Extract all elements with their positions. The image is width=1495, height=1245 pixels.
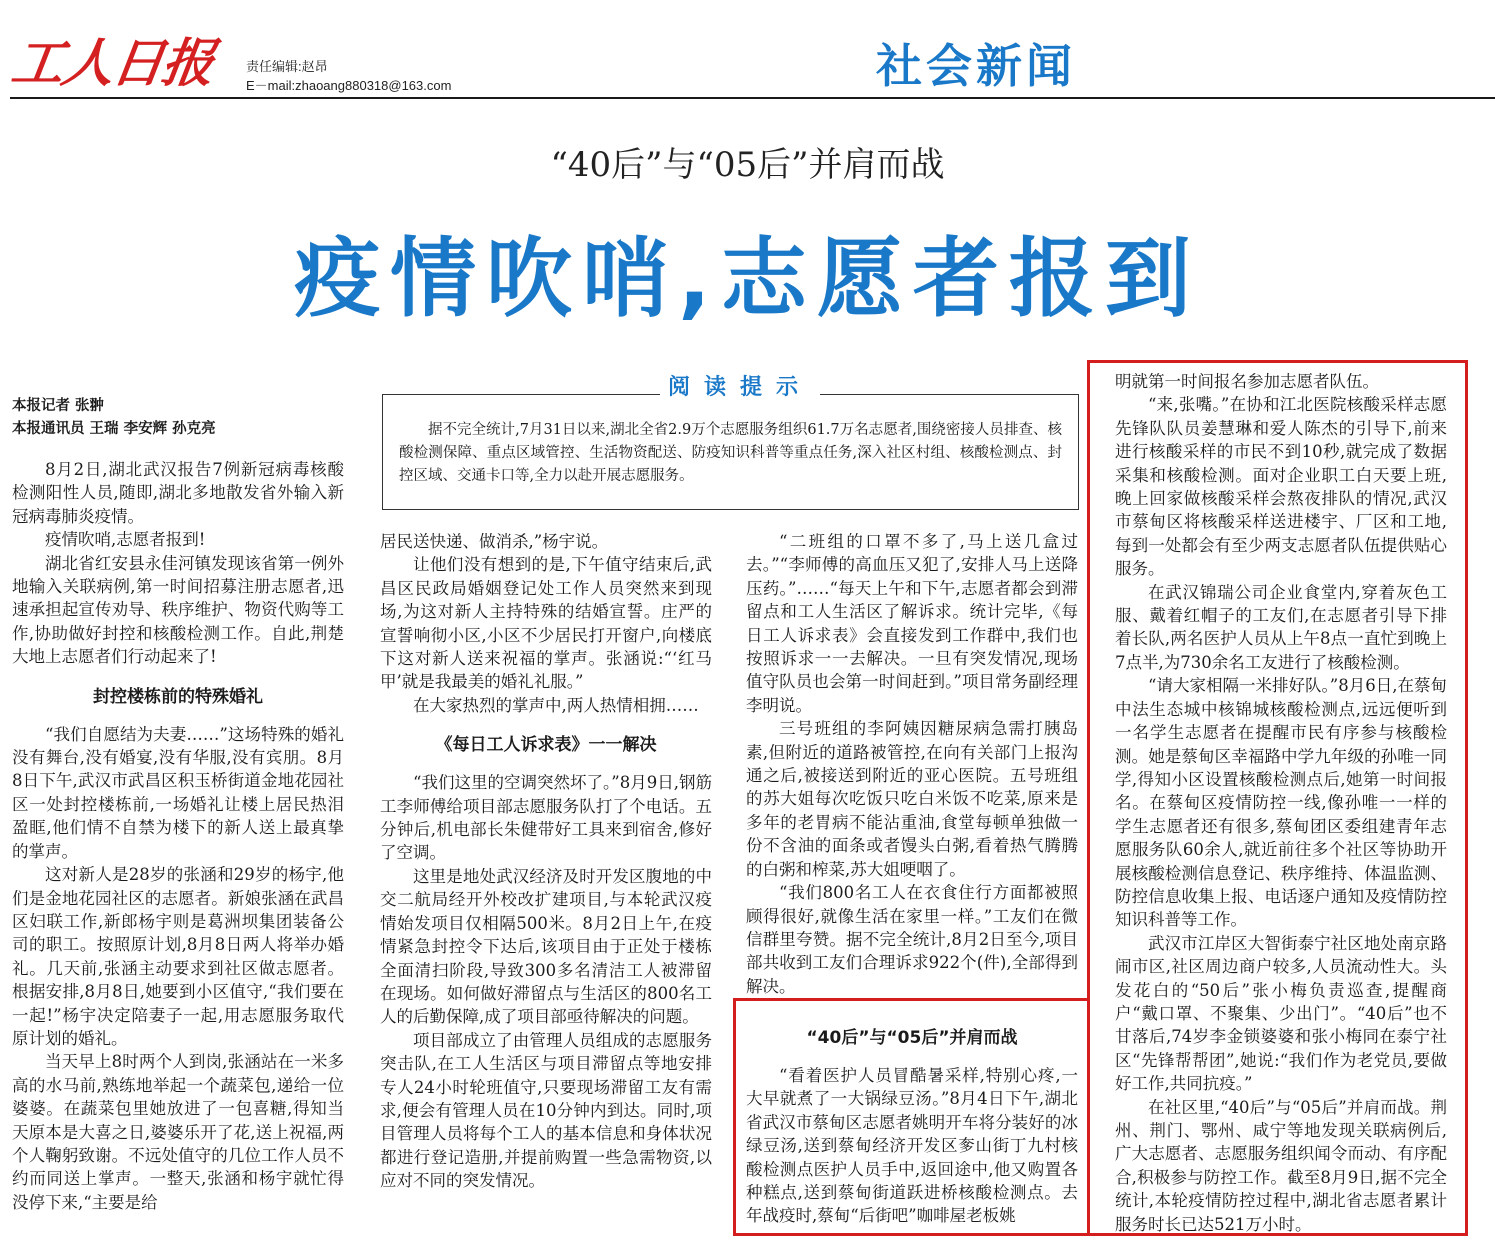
paragraph: 在武汉锦瑞公司企业食堂内,穿着灰色工服、戴着红帽子的工友们,在志愿者引导下排着长队,两名医护人员从上午8点一直忙到晚上7点半,为730余名工友进行了核酸检测。	[1115, 582, 1447, 672]
paragraph: 项目部成立了由管理人员组成的志愿服务突击队,在工人生活区与项目滞留点等地安排专人24小时轮班值守,只要现场滞留工友有需求,便会有管理人员在10分钟内到达。同时,项目管理人员将每个工人的基本信息和身体状况都进行登记造册,并提前购置一些急需物资,以应对不同的突发情况。	[380, 1030, 712, 1191]
column-2	[380, 530, 712, 1193]
subheading-generations: “40后”与“05后”并肩而战	[806, 1028, 1018, 1048]
column-4	[1115, 370, 1447, 1236]
newspaper-logo: 工人日报	[7, 34, 217, 94]
paragraph: “二班组的口罩不多了,马上送几盒过去。”“李师傅的高血压又犯了,安排人马上送降压药。”……“每天上午和下午,志愿者都会到滞留点和工人生活区了解诉求。统计完毕,《每日工人诉求表》会直接发到工作群中,我们也按照诉求一一去解决。一旦有突发情况,现场值守队员也会第一时间赶到。”项目常务副经理李明说。	[746, 532, 1078, 715]
article-headline: 疫情吹哨,志愿者报到	[294, 229, 1201, 329]
byline-correspondents: 本报通讯员 王瑞 李安辉 孙克亮	[12, 420, 216, 437]
paragraph: “我们自愿结为夫妻……”这场特殊的婚礼没有舞台,没有婚宴,没有华服,没有宾朋。8月8日下午,武汉市武昌区积玉桥街道金地花园社区一处封控楼栋前,一场婚礼让楼上居民热泪盈眶,他们情不自禁为楼下的新人送上最真挚的掌声。	[12, 724, 344, 861]
byline-reporter: 本报记者 张翀	[12, 397, 105, 414]
paragraph: 让他们没有想到的是,下午值守结束后,武昌区民政局婚姻登记处工作人员突然来到现场,为这对新人主持特殊的结婚宣誓。庄严的宣誓响彻小区,小区不少居民打开窗户,向楼底下这对新人送来祝福的掌声。张涵说:“‘红马甲’就是我最美的婚礼礼服。”	[380, 555, 712, 692]
editor-credit: 责任编辑:赵昂	[246, 59, 328, 74]
paragraph: 当天早上8时两个人到岗,张涵站在一米多高的水马前,熟练地举起一个蔬菜包,递给一位婆婆。在蔬菜包里她放进了一包喜糖,得知当天原本是大喜之日,婆婆乐开了花,送上祝福,两个人鞠躬致谢。不远处值守的几位工作人员不约而同送上掌声。一整天,张涵和杨宇就忙得没停下来,“主要是给	[12, 1052, 344, 1212]
paragraph: 明就第一时间报名参加志愿者队伍。	[1115, 372, 1379, 391]
paragraph: “来,张嘴。”在协和江北医院核酸采样志愿先锋队队员姜慧琳和爱人陈杰的引导下,前来进行核酸采样的市民不到10秒,就完成了数据采集和核酸检测。面对企业职工白天要上班,晚上回家做核酸采样会熬夜排队的情况,武汉市蔡甸区将核酸采样送进楼宇、厂区和工地,每到一处都会有至少两支志愿者队伍提供贴心服务。	[1115, 395, 1447, 579]
article-subheadline: “40后”与“05后”并肩而战	[550, 145, 945, 185]
paragraph: 在社区里,“40后”与“05后”并肩而战。荆州、荆门、鄂州、咸宁等地发现关联病例后,广大志愿者、志愿服务组织闻令而动、有序配合,积极参与防控工作。截至8月9日,据不完全统计,本轮疫情防控过程中,湖北省志愿者累计服务时长已达521万小时。	[1115, 1097, 1447, 1234]
paragraph: “我们这里的空调突然坏了。”8月9日,钢筋工李师傅给项目部志愿服务队打了个电话。五分钟后,机电部长朱健带好工具来到宿舍,修好了空调。	[380, 773, 712, 863]
reading-hint-label: 阅读提示	[660, 370, 820, 406]
column-1	[12, 394, 344, 1214]
paragraph: 居民送快递、做消杀,”杨宇说。	[380, 532, 609, 551]
subheading-wedding: 封控楼栋前的特殊婚礼	[93, 686, 263, 707]
paragraph: 在大家热烈的掌声中,两人热情相拥……	[413, 695, 699, 715]
masthead-divider	[10, 97, 1495, 99]
editor-email[interactable]: E－mail:zhaoang880318@163.com	[246, 78, 452, 93]
reading-hint-box	[382, 394, 1079, 510]
paragraph: 8月2日,湖北武汉报告7例新冠病毒核酸检测阳性人员,随即,湖北多地散发省外输入新冠病毒肺炎疫情。	[12, 460, 344, 526]
paragraph: “请大家相隔一米排好队。”8月6日,在蔡甸中法生态城中核锦城核酸检测点,远远便听到一名学生志愿者在提醒市民有序参与核酸检测。她是蔡甸区幸福路中学九年级的孙唯一同学,得知小区设置核酸检测点后,她第一时间报名。在蔡甸区疫情防控一线,像孙唯一一样的学生志愿者还有很多,蔡甸团区委组建青年志愿服务队60余人,就近前往多个社区等协助开展核酸检测信息登记、秩序维持、体温监测、防控信息收集上报、电话逐户通知及疫情防控知识科普等工作。	[1115, 676, 1447, 930]
paragraph: 这对新人是28岁的张涵和29岁的杨宇,他们是金地花园社区的志愿者。新娘张涵在武昌区妇联工作,新郎杨宇则是葛洲坝集团装备公司的职工。按照原计划,8月8日两人将举办婚礼。几天前,张涵主动要求到社区做志愿者。根据安排,8月8日,她要到小区值守,“我们要在一起!”杨宇决定陪妻子一起,用志愿服务取代原计划的婚礼。	[12, 865, 344, 1048]
column-3-lower	[746, 1010, 1078, 1228]
paragraph: “看着医护人员冒酷暑采样,特别心疼,一大早就煮了一大锅绿豆汤。”8月4日下午,湖北省武汉市蔡甸区志愿者姚明开车将分装好的冰绿豆汤,送到蔡甸经济开发区奓山街丁九村核酸检测点医护人员手中,返回途中,他又购置各种糕点,送到蔡甸街道跃进桥核酸检测点。去年战疫时,蔡甸“后街吧”咖啡屋老板姚	[746, 1066, 1078, 1226]
paragraph: 三号班组的李阿姨因糖尿病急需打胰岛素,但附近的道路被管控,在向有关部门上报沟通之后,被接送到附近的亚心医院。五号班组的苏大姐每次吃饭只吃白米饭不吃菜,原来是多年的老胃病不能沾重油,食堂每顿单独做一份不含油的面条或者馒头白粥,看着热气腾腾的白粥和榨菜,苏大姐哽咽了。	[746, 719, 1078, 879]
paragraph: “我们800名工人在衣食住行方面都被照顾得很好,就像生活在家里一样。”工友们在微信群里夸赞。据不完全统计,8月2日至今,项目部共收到工友们合理诉求922个(件),全部得到解决。	[746, 883, 1078, 996]
section-title: 社会新闻	[876, 39, 1076, 93]
paragraph: 疫情吹哨,志愿者报到!	[45, 530, 206, 550]
reading-hint-text: 据不完全统计,7月31日以来,湖北全省2.9万个志愿服务组织61.7万名志愿者,围绕密接人员排查、核酸检测保障、重点区域管控、生活物资配送、防疫知识科普等重点任务,深入社区村组、核酸检测点、封控区域、交通卡口等,全力以赴开展志愿服务。	[399, 422, 1062, 484]
paragraph: 这里是地处武汉经济及时开发区腹地的中交二航局经开外校改扩建项目,与本轮武汉疫情始发项目仅相隔500米。8月2日上午,在疫情紧急封控令下达后,该项目由于正处于楼栋全面清扫阶段,导致300多名清洁工人被滞留在现场。如何做好滞留点与生活区的800名工人的后勤保障,成了项目部亟待解决的问题。	[380, 866, 712, 1027]
paragraph: 湖北省红安县永佳河镇发现该省第一例外地输入关联病例,第一时间招募注册志愿者,迅速承担起宣传劝导、秩序维护、物资代购等工作,协助做好封控和核酸检测工作。自此,荆楚大地上志愿者们行动起来了!	[12, 553, 344, 667]
column-3	[746, 530, 1078, 998]
paragraph: 武汉市江岸区大智街泰宁社区地处南京路闹市区,社区周边商户较多,人员流动性大。头发花白的“50后”张小梅负责巡查,提醒商户“戴口罩、不聚集、少出门”。“40后”也不甘落后,74岁李金锁婆婆和张小梅同在泰宁社区“先锋帮帮团”,她说:“我们作为老党员,要做好工作,共同抗疫。”	[1115, 933, 1447, 1094]
subheading-demand-sheet: 《每日工人诉求表》一一解决	[435, 735, 657, 756]
